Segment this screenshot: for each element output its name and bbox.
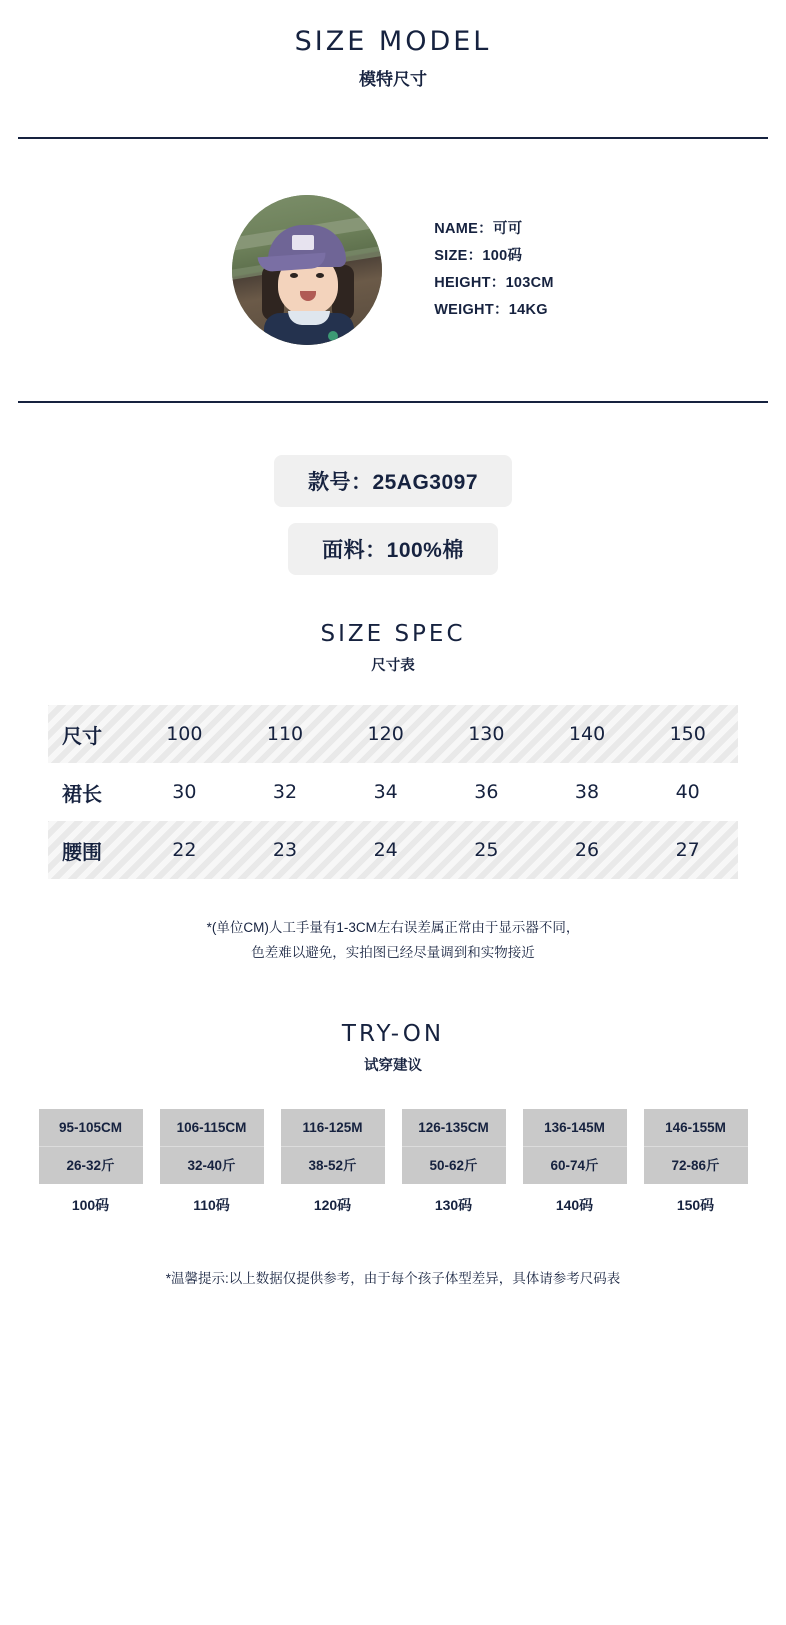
model-info bbox=[434, 216, 554, 324]
table-cell: 32 bbox=[272, 781, 298, 803]
tryon-height: 106-115CM bbox=[160, 1109, 264, 1147]
table-cell: 40 bbox=[675, 781, 700, 803]
model-weight: WEIGHT：14KG bbox=[434, 302, 548, 318]
table-cell: 150 bbox=[669, 723, 706, 745]
table-row bbox=[48, 705, 738, 763]
page-header bbox=[0, 0, 786, 90]
tryon-card bbox=[39, 1109, 143, 1215]
tryon-height: 116-125M bbox=[281, 1109, 385, 1147]
style-pill-wrap bbox=[0, 455, 786, 507]
model-size: SIZE：100码 bbox=[434, 248, 523, 264]
measurement-note bbox=[0, 915, 786, 965]
model-height: HEIGHT：103CM bbox=[434, 275, 554, 291]
tryon-title-cn: 试穿建议 bbox=[364, 1058, 422, 1074]
avatar-cap-patch bbox=[292, 235, 314, 250]
table-cell: 26 bbox=[574, 839, 600, 861]
tryon-weight: 72-86斤 bbox=[644, 1147, 748, 1184]
row-header: 裙长 bbox=[62, 783, 102, 806]
row-header: 尺寸 bbox=[62, 725, 102, 748]
table-row bbox=[48, 763, 738, 821]
table-cell: 120 bbox=[367, 723, 404, 745]
table-cell: 100 bbox=[166, 723, 203, 745]
avatar bbox=[232, 195, 382, 345]
tryon-size: 110码 bbox=[193, 1197, 230, 1213]
tryon-weight: 38-52斤 bbox=[281, 1147, 385, 1184]
table-cell: 110 bbox=[266, 723, 304, 745]
tryon-card bbox=[523, 1109, 627, 1215]
table-cell: 130 bbox=[468, 723, 505, 745]
table-cell: 24 bbox=[373, 839, 398, 861]
tryon-height: 95-105CM bbox=[39, 1109, 143, 1147]
tryon-heading bbox=[0, 1021, 786, 1075]
model-name: NAME：可可 bbox=[434, 221, 523, 237]
fabric-pill: 面料：100%棉 bbox=[288, 523, 498, 575]
tryon-grid bbox=[0, 1109, 786, 1215]
tryon-weight: 32-40斤 bbox=[160, 1147, 264, 1184]
tryon-height: 146-155M bbox=[644, 1109, 748, 1147]
tryon-size: 120码 bbox=[313, 1197, 352, 1213]
measurement-note-line2: 色差难以避免，实拍图已经尽量调到和实物接近 bbox=[251, 945, 535, 960]
table-cell: 22 bbox=[172, 839, 197, 861]
tryon-height: 136-145M bbox=[523, 1109, 627, 1147]
tryon-weight: 50-62斤 bbox=[402, 1147, 506, 1184]
fabric-pill-wrap bbox=[0, 523, 786, 575]
page-title: SIZE MODEL bbox=[294, 26, 492, 57]
tryon-title-en: TRY-ON bbox=[341, 1021, 445, 1047]
tryon-weight: 26-32斤 bbox=[39, 1147, 143, 1184]
row-header: 腰围 bbox=[62, 841, 102, 864]
tryon-size: 140码 bbox=[555, 1197, 594, 1213]
size-spec-heading bbox=[0, 621, 786, 675]
table-row bbox=[48, 821, 738, 879]
table-cell: 25 bbox=[474, 839, 499, 861]
size-spec-title-cn: 尺寸表 bbox=[371, 658, 415, 674]
size-spec-title-en: SIZE SPEC bbox=[320, 621, 466, 647]
style-number-pill: 款号：25AG3097 bbox=[274, 455, 512, 507]
divider-bottom bbox=[18, 401, 768, 403]
table-cell: 34 bbox=[373, 781, 398, 803]
tryon-weight: 60-74斤 bbox=[523, 1147, 627, 1184]
table-cell: 23 bbox=[272, 839, 298, 861]
size-table bbox=[48, 705, 738, 879]
tryon-size: 150码 bbox=[676, 1197, 715, 1213]
table-cell: 27 bbox=[675, 839, 700, 861]
tryon-size: 130码 bbox=[434, 1197, 473, 1213]
table-cell: 38 bbox=[574, 781, 600, 803]
table-cell: 140 bbox=[568, 723, 606, 745]
model-section bbox=[0, 139, 786, 401]
tryon-footnote: *温馨提示:以上数据仅提供参考，由于每个孩子体型差异，具体请参考尺码表 bbox=[165, 1271, 621, 1286]
tryon-size: 100码 bbox=[71, 1197, 110, 1213]
tryon-card bbox=[402, 1109, 506, 1215]
table-cell: 36 bbox=[474, 781, 499, 803]
tryon-card bbox=[160, 1109, 264, 1215]
page-subtitle: 模特尺寸 bbox=[359, 70, 427, 89]
tryon-height: 126-135CM bbox=[402, 1109, 506, 1147]
measurement-note-line1: *(单位CM)人工手量有1-3CM左右误差属正常由于显示器不同， bbox=[206, 920, 580, 935]
tryon-card bbox=[281, 1109, 385, 1215]
table-cell: 30 bbox=[172, 781, 197, 803]
tryon-card bbox=[644, 1109, 748, 1215]
